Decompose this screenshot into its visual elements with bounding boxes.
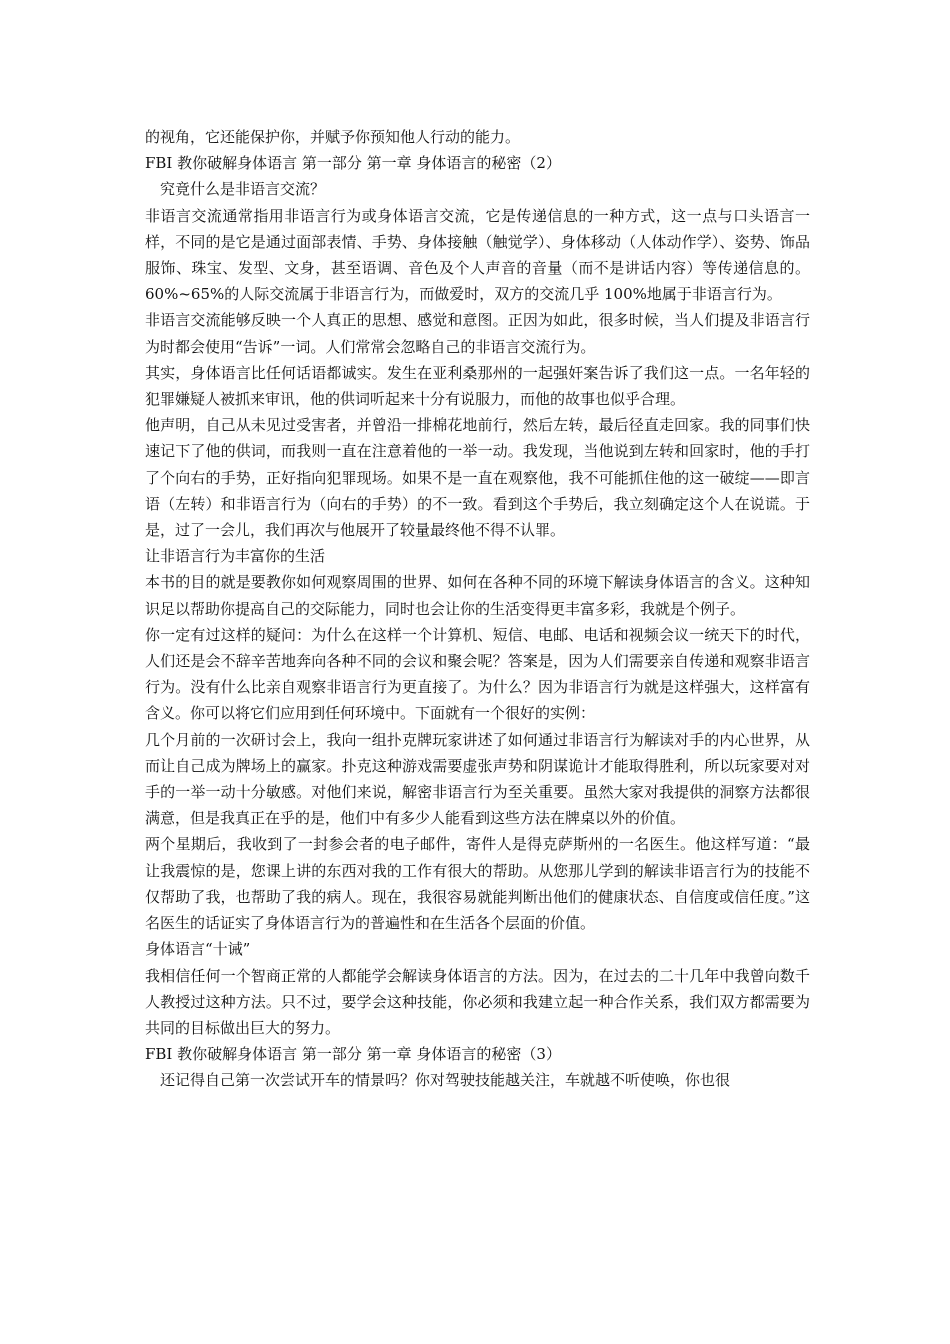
section-heading-part-3: FBI 教你破解身体语言 第一部分 第一章 身体语言的秘密（3） (145, 1045, 561, 1064)
document-page (145, 124, 810, 1094)
paragraph-case-story: 他声明，自己从未见过受害者，并曾沿一排棉花地前行，然后左转，最后径直走回家。我的同事们快速记下了他的供词，而我则一直在注意着他的一举一动。我发现，当他说到左转和回家时，他的手打了个向右的手势，正好指向犯罪现场。如果不是一直在观察他，我不可能抓住他的这一破绽——即言语（左转）和非语言行为（向右的手势）的不一致。看到这个手势后，我立刻确定这个人在说谎。于是，过了一会儿，我们再次与他展开了较量最终他不得不认罪。 (145, 416, 810, 540)
section-heading-part-2: FBI 教你破解身体语言 第一部分 第一章 身体语言的秘密（2） (145, 154, 561, 173)
question-heading: 究竟什么是非语言交流？ (160, 180, 326, 199)
paragraph-honesty: 其实，身体语言比任何话语都诚实。发生在亚利桑那州的一起强奸案告诉了我们这一点。一名年轻的犯罪嫌疑人被抓来审讯，他的供词听起来十分有说服力，而他的故事也似乎合理。 (145, 363, 810, 409)
paragraph-poker-seminar: 几个月前的一次研讨会上，我向一组扑克牌玩家讲述了如何通过非语言行为解读对手的内心世界，从而让自己成为牌场上的赢家。扑克这种游戏需要虚张声势和阴谋诡计才能取得胜利，所以玩家要对对手的一举一动十分敏感。对他们来说，解密非语言行为至关重要。虽然大家对我提供的洞察方法都很满意，但是我真正在乎的是，他们中有多少人能看到这些方法在牌桌以外的价值。 (145, 730, 810, 828)
paragraph-book-purpose: 本书的目的就是要教你如何观察周围的世界、如何在各种不同的环境下解读身体语言的含义。这种知识足以帮助你提高自己的交际能力，同时也会让你的生活变得更丰富多彩，我就是个例子。 (145, 573, 810, 618)
paragraph-doctor-email: 两个星期后，我收到了一封参会者的电子邮件，寄件人是得克萨斯州的一名医生。他这样写道：“最让我震惊的是，您课上讲的东西对我的工作有很大的帮助。从您那儿学到的解读非语言行为的技能不仅帮助了我，也帮助了我的病人。现在，我很容易就能判断出他们的健康状态、自信度或信任度。”这名医生的话证实了身体语言行为的普遍性和在生活各个层面的价值。 (145, 835, 810, 933)
paragraph-continuation: 的视角，它还能保护你，并赋予你预知他人行动的能力。 (145, 128, 521, 146)
paragraph-reflection: 非语言交流能够反映一个人真正的思想、感觉和意图。正因为如此，很多时候，当人们提及非语言行为时都会使用“告诉”一词。人们常常会忽略自己的非语言交流行为。 (145, 311, 810, 356)
paragraph-definition: 非语言交流通常指用非语言行为或身体语言交流，它是传递信息的一种方式，这一点与口头语言一样，不同的是它是通过面部表情、手势、身体接触（触觉学）、身体移动（人体动作学）、姿势、饰品服饰、珠宝、发型、文身，甚至语调、音色及个人声音的音量（而不是讲话内容）等传递信息的。60%~65%的人际交流属于非语言行为，而做爱时，双方的交流几乎 100%地属于非语言行为。 (145, 206, 810, 304)
paragraph-question-why: 你一定有过这样的疑问：为什么在这样一个计算机、短信、电邮、电话和视频会议一统天下的时代，人们还是会不辞辛苦地奔向各种不同的会议和聚会呢？答案是，因为人们需要亲自传递和观察非语言行为。没有什么比亲自观察非语言行为更直接了。为什么？因为非语言行为就是这样强大，这样富有含义。你可以将它们应用到任何环境中。下面就有一个很好的实例： (145, 625, 810, 723)
subheading-ten-commandments: 身体语言“十诫” (145, 940, 251, 959)
paragraph-learning: 我相信任何一个智商正常的人都能学会解读身体语言的方法。因为，在过去的二十几年中我曾向数千人教授过这种方法。只不过，要学会这种技能，你必须和我建立起一种合作关系，我们双方都需要为共同的目标做出巨大的努力。 (145, 966, 810, 1037)
paragraph-driving: 还记得自己第一次尝试开车的情景吗？你对驾驶技能越关注，车就越不听使唤，你也很 (160, 1071, 731, 1090)
subheading-enrich-life: 让非语言行为丰富你的生活 (145, 547, 326, 566)
